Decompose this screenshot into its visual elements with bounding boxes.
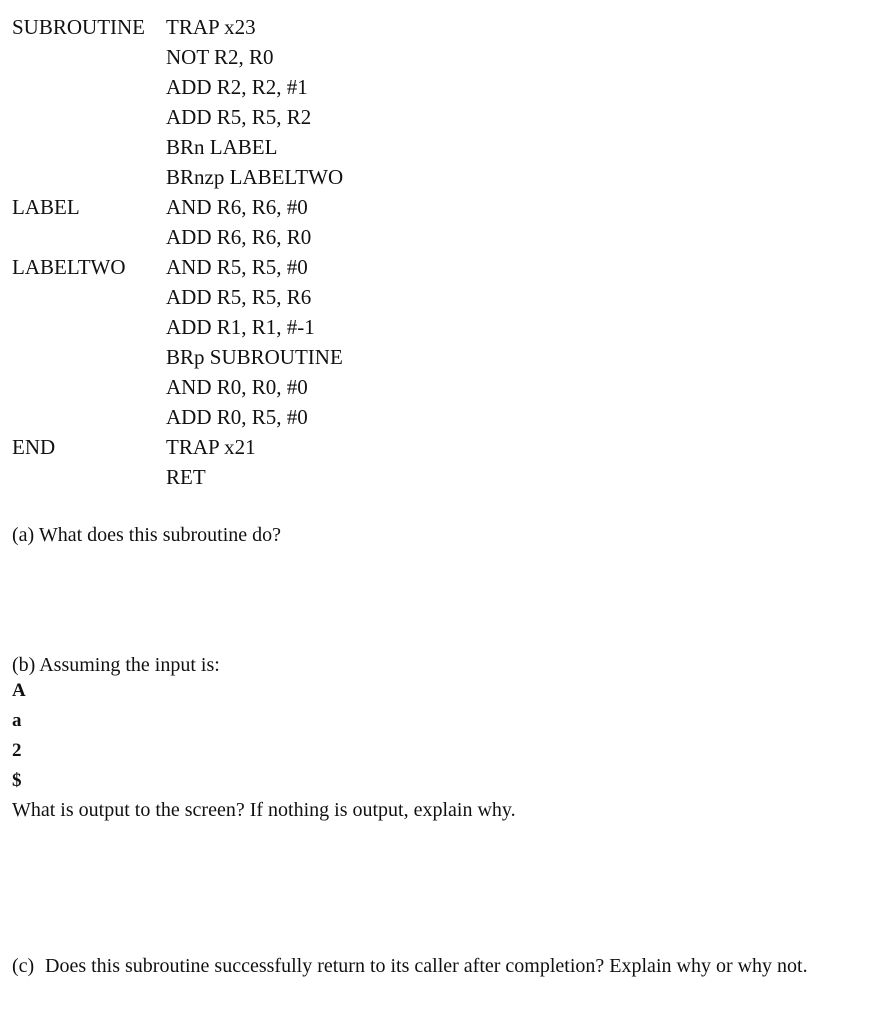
- code-instruction: TRAP x23: [166, 15, 256, 39]
- code-instruction: BRp SUBROUTINE: [166, 345, 343, 369]
- code-instruction: BRnzp LABELTWO: [166, 165, 344, 189]
- code-instruction: NOT R2, R0: [166, 45, 274, 69]
- input-value: a: [12, 710, 22, 731]
- question-b-text: What is output to the screen? If nothing is output, explain why.: [12, 799, 516, 821]
- question-a: (a) What does this subroutine do?: [12, 524, 282, 546]
- code-instruction: ADD R0, R5, #0: [166, 405, 308, 429]
- code-instruction: AND R0, R0, #0: [166, 375, 308, 399]
- code-instruction: AND R5, R5, #0: [166, 255, 308, 279]
- code-label-end: END: [12, 435, 56, 459]
- input-value: 2: [12, 740, 22, 761]
- code-instruction: TRAP x21: [166, 435, 256, 459]
- input-value: $: [12, 770, 22, 791]
- question-c-prefix: (c): [12, 955, 35, 977]
- code-label-subroutine: SUBROUTINE: [12, 15, 146, 39]
- code-instruction: ADD R6, R6, R0: [166, 225, 312, 249]
- code-instruction: RET: [166, 465, 206, 489]
- code-instruction: ADD R5, R5, R6: [166, 285, 312, 309]
- code-label-labeltwo: LABELTWO: [12, 255, 126, 279]
- code-instruction: ADD R5, R5, R2: [166, 105, 312, 129]
- question-c: [12, 953, 832, 979]
- input-value: A: [12, 680, 26, 701]
- code-label-label: LABEL: [12, 195, 80, 219]
- code-instruction: BRn LABEL: [166, 135, 278, 159]
- code-instruction: ADD R2, R2, #1: [166, 75, 308, 99]
- code-instruction: AND R6, R6, #0: [166, 195, 308, 219]
- question-b-intro: (b) Assuming the input is:: [12, 654, 220, 676]
- question-c-text: Does this subroutine successfully return to its caller after completion? Explain why or why not.: [45, 955, 808, 977]
- code-instruction: ADD R1, R1, #-1: [166, 315, 315, 339]
